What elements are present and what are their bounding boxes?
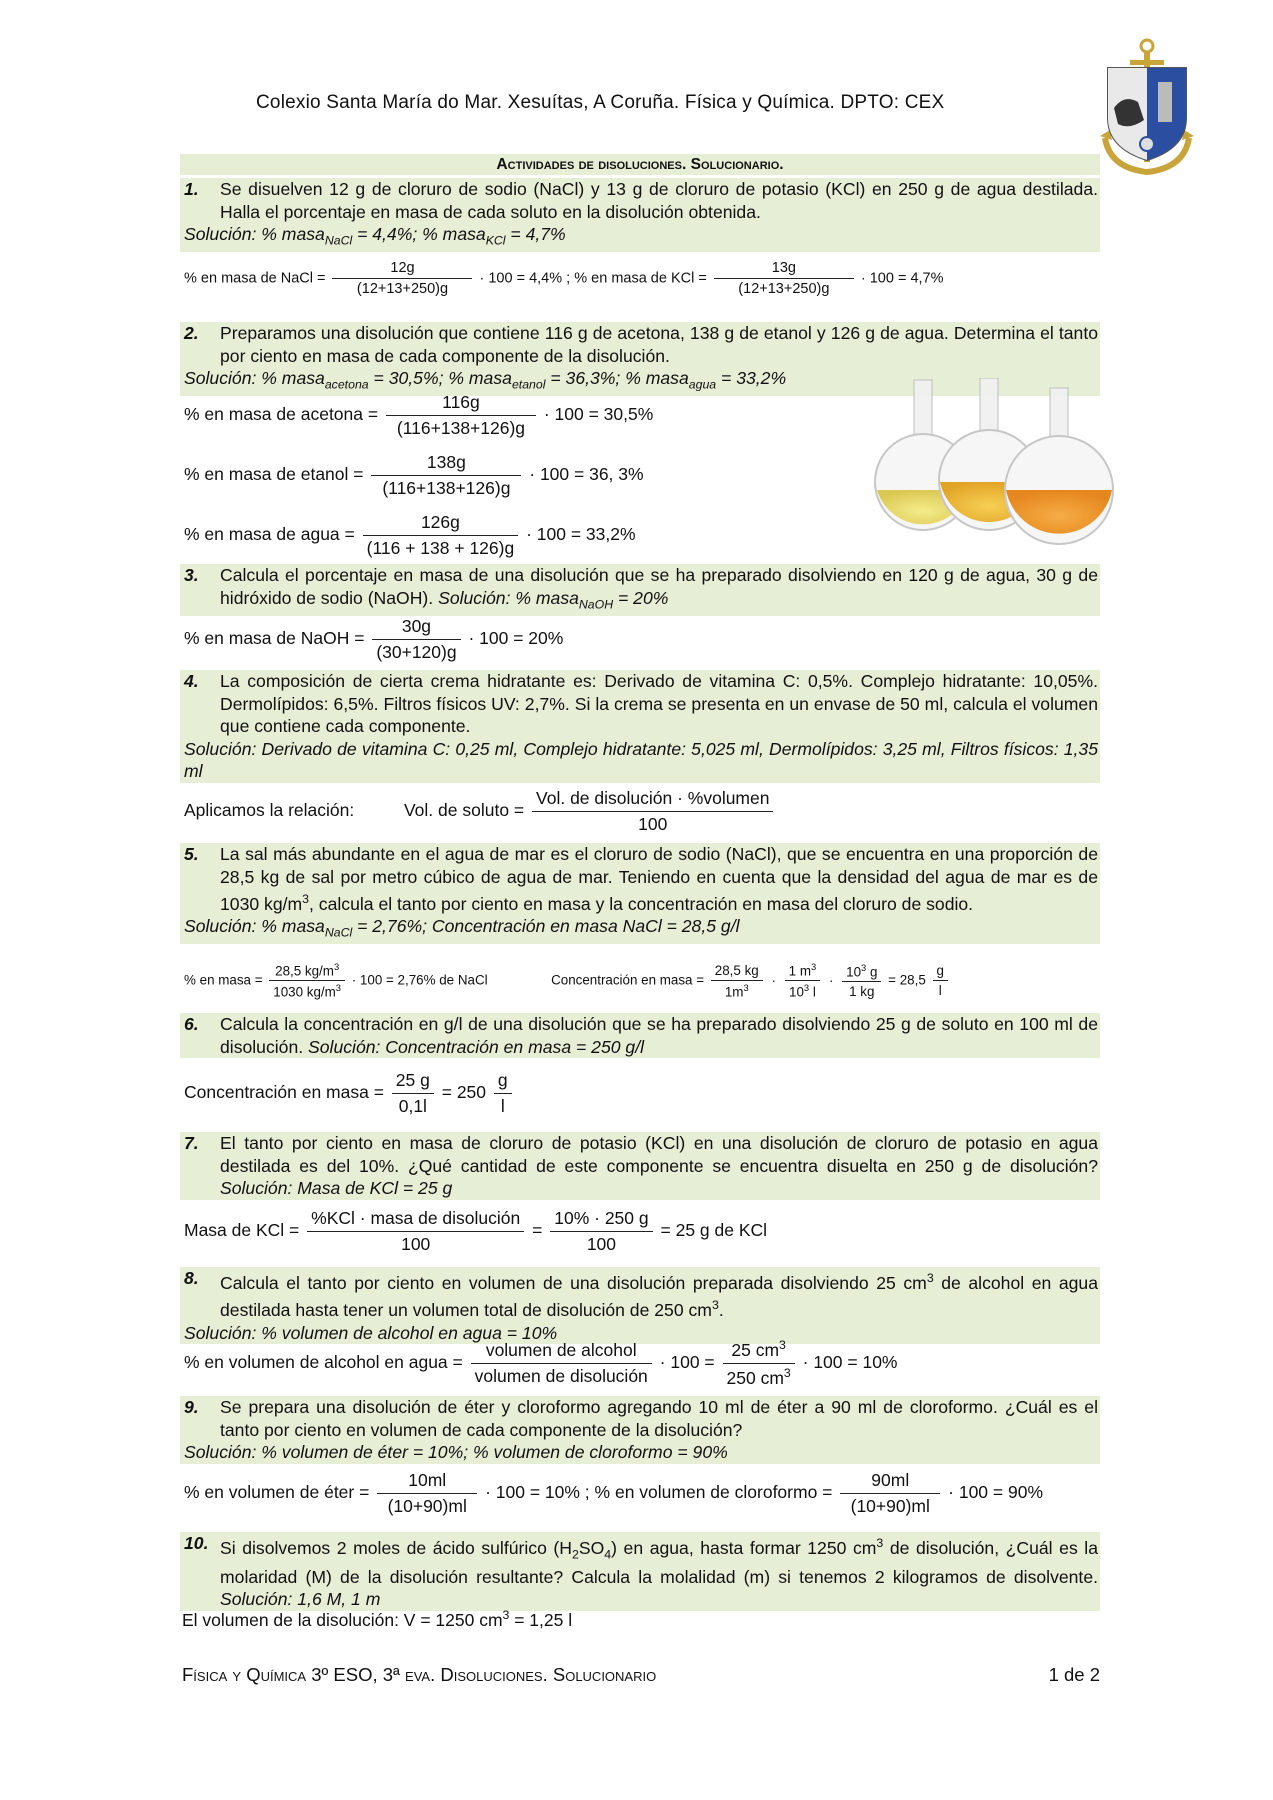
formula-1: % en masa de NaCl = $\frac{12g}{(12+13+250)g}$ · 100 = 4,4% ; % en masa de KCl = $\frac{13g}{(12+13+250)g}$ · 100 = 4,7% — [184, 260, 944, 297]
flasks-image — [870, 378, 1120, 548]
exercise-number: 7. — [184, 1133, 199, 1153]
exercise-text: Se disuelven 12 g de cloruro de sodio (NaCl) y 13 g de cloruro de potasio (KCl) en 250 g de agua destilada. Halla el porcentaje en masa de cada soluto en la disolución obtenida. — [220, 179, 1098, 222]
formula-7: Masa de KCl = $\frac{\text{\%KCl · masa de disolución}}{100}$ = $\frac{10\% \cdot 250 g}{100}$ = 25 g de KCl — [184, 1208, 768, 1254]
footer-title: Física y Química 3º ESO, 3ª eva. Disoluciones. Solucionario — [182, 1664, 657, 1685]
exercise-text: Se prepara una disolución de éter y cloroformo agregando 10 ml de éter a 90 ml de cloroformo. ¿Cuál es el tanto por ciento en volumen de cada componente de la disolución? — [220, 1397, 1098, 1440]
formula-2c: % en masa de agua = $\frac{126g}{(116 + 138 + 126)g}$ · 100 = 33,2% — [184, 512, 636, 558]
exercise-6 — [180, 1013, 1100, 1058]
page-footer — [182, 1664, 1100, 1686]
formula-2a: % en masa de acetona = $\frac{116g}{(116+138+126)g}$ · 100 = 30,5% — [184, 392, 654, 438]
exercise-text: Si disolvemos 2 moles de ácido sulfúrico $(H_2SO_4)$ en agua, hasta formar 1250 $cm^3$ de disolución, ¿Cuál es la molaridad (M) de la disolución resultante? Calcula la molalidad (m) si tenemos 2 kilogramos de disolvente. Solución: 1,6 M, 1 m — [220, 1536, 1098, 1610]
exercise-text: Calcula el porcentaje en masa de una disolución que se ha preparado disolviendo en 120 g de agua, 30 g de hidróxido de sodio (NaOH). Solución: % masa$_{NaOH}$ = 20% — [220, 565, 1098, 612]
exercise-number: 6. — [184, 1014, 199, 1034]
exercise-solution: Solución: % masa$_{NaCl}$ = 4,4%; % masa$_{KCl}$ = 4,7% — [184, 224, 566, 248]
formula-6: Concentración en masa = $\frac{25 g}{0,1l}$ = 250 $\frac{g}{l}$ — [184, 1070, 515, 1117]
exercise-number: 5. — [184, 844, 199, 864]
exercise-4 — [180, 670, 1100, 783]
formula-9: % en volumen de éter = $\frac{10ml}{(10+90)ml}$ · 100 = 10% ; % en volumen de cloroformo = $\frac{90ml}{(10+90)ml}$ · 100 = 90% — [184, 1470, 1043, 1516]
exercise-solution: Solución: % volumen de alcohol en agua = 10% — [184, 1322, 558, 1343]
exercise-number: 1. — [184, 179, 199, 199]
exercise-number: 4. — [184, 671, 199, 691]
exercise-number: 9. — [184, 1397, 199, 1417]
exercise-solution: Solución: % masa$_{acetona}$ = 30,5%; % masa$_{etanol}$ = 36,3%; % masa$_{agua}$ = 33,2% — [184, 368, 787, 392]
exercise-10 — [180, 1532, 1100, 1611]
exercise-text: La composición de cierta crema hidratante es: Derivado de vitamina C: 0,5%. Complejo hidratante: 10,05%. Dermolípidos: 6,5%. Filtros físicos UV: 2,7%. Si la crema se presenta en un envase de 50 ml, calcula el volumen que contiene cada componente. — [220, 671, 1098, 736]
exercise-text: La sal más abundante en el agua de mar es el cloruro de sodio (NaCl), que se encuentra en una proporción de 28,5 kg de sal por metro cúbico de agua de mar. Teniendo en cuenta que la densidad del agua de mar es de 1030 $kg/m^3$, calcula el tanto por ciento en masa y la concentración en masa del cloruro de sodio. — [220, 844, 1098, 914]
formula-2b: % en masa de etanol = $\frac{138g}{(116+138+126)g}$ · 100 = 36, 3% — [184, 452, 644, 498]
exercise-text: Preparamos una disolución que contiene 116 g de acetona, 138 g de etanol y 126 g de agua. Determina el tanto por ciento en masa de cada componente de la disolución. — [220, 323, 1098, 366]
exercise-number: 3. — [184, 565, 199, 585]
page-number: 1 de 2 — [1048, 1664, 1100, 1685]
exercise-3 — [180, 564, 1100, 616]
formula-3: % en masa de NaOH = $\frac{30g}{(30+120)g}$ · 100 = 20% — [184, 616, 564, 662]
exercise-text: Calcula el tanto por ciento en volumen de una disolución preparada disolviendo 25 $cm^3$ de alcohol en agua destilada hasta tener un volumen total de disolución de 250 $cm^3$. — [220, 1271, 1098, 1321]
page-header: Colexio Santa María do Mar. Xesuítas, A Coruña. Física y Química. DPTO: CEX — [256, 92, 945, 113]
exercise-7 — [180, 1132, 1100, 1200]
exercise-text: El tanto por ciento en masa de cloruro de potasio (KCl) en una disolución de cloruro de potasio en agua destilada es del 10%. ¿Qué cantidad de este componente se encuentra disuelta en 250 g de disolución? Solución: Masa de KCl = 25 g — [220, 1133, 1098, 1198]
exercise-number: 8. — [184, 1268, 199, 1288]
formula-5: % en masa = $\frac{28,5 kg/m^3}{1030 kg/m^3}$ · 100 = 2,76% de NaCl Concentración en masa = $\frac{28,5 kg}{1m^3}$ · $\frac{1 m^3}{10^3 l}$ · $\frac{10^3 g}{1 kg}$ = 28,5 $\frac{g}{l}$ — [184, 962, 951, 1000]
exercise-8 — [180, 1267, 1100, 1344]
exercise-5 — [180, 843, 1100, 944]
school-crest-logo — [1100, 38, 1194, 176]
exercise-text: Calcula la concentración en g/l de una disolución que se ha preparado disolviendo 25 g de soluto en 100 ml de disolución. Solución: Concentración en masa = 250 g/l — [220, 1014, 1098, 1057]
exercise-9 — [180, 1396, 1100, 1464]
exercise-number: 2. — [184, 323, 199, 343]
exercise-solution: Solución: Derivado de vitamina C: 0,25 ml, Complejo hidratante: 5,025 ml, Dermolípidos: 3,25 ml, Filtros físicos: 1,35 ml — [184, 738, 1098, 781]
exercise-solution: Solución: % volumen de éter = 10%; % volumen de cloroformo = 90% — [184, 1442, 728, 1462]
exercise-1 — [180, 178, 1100, 252]
exercise-number: 10. — [184, 1533, 209, 1553]
volume-line: El volumen de la disolución: V = 1250 $cm^3 = 1,25$ l — [182, 1608, 573, 1630]
formula-8: % en volumen de alcohol en agua = $\frac{\text{volumen de alcohol}}{\text{volumen de disolución}}$ · 100 = $\frac{25 cm^3}{250 cm^3}$ · 100 = 10% — [184, 1338, 898, 1388]
document-title: Actividades de disoluciones. Solucionario. — [180, 154, 1100, 175]
exercise-solution: Solución: % masa$_{NaCl}$ = 2,76%; Concentración en masa NaCl = 28,5 g/l — [184, 916, 740, 940]
formula-4: Aplicamos la relación: Vol. de soluto = $\frac{\text{Vol. de disolución · \%volumen}}{100}$ — [184, 788, 776, 835]
